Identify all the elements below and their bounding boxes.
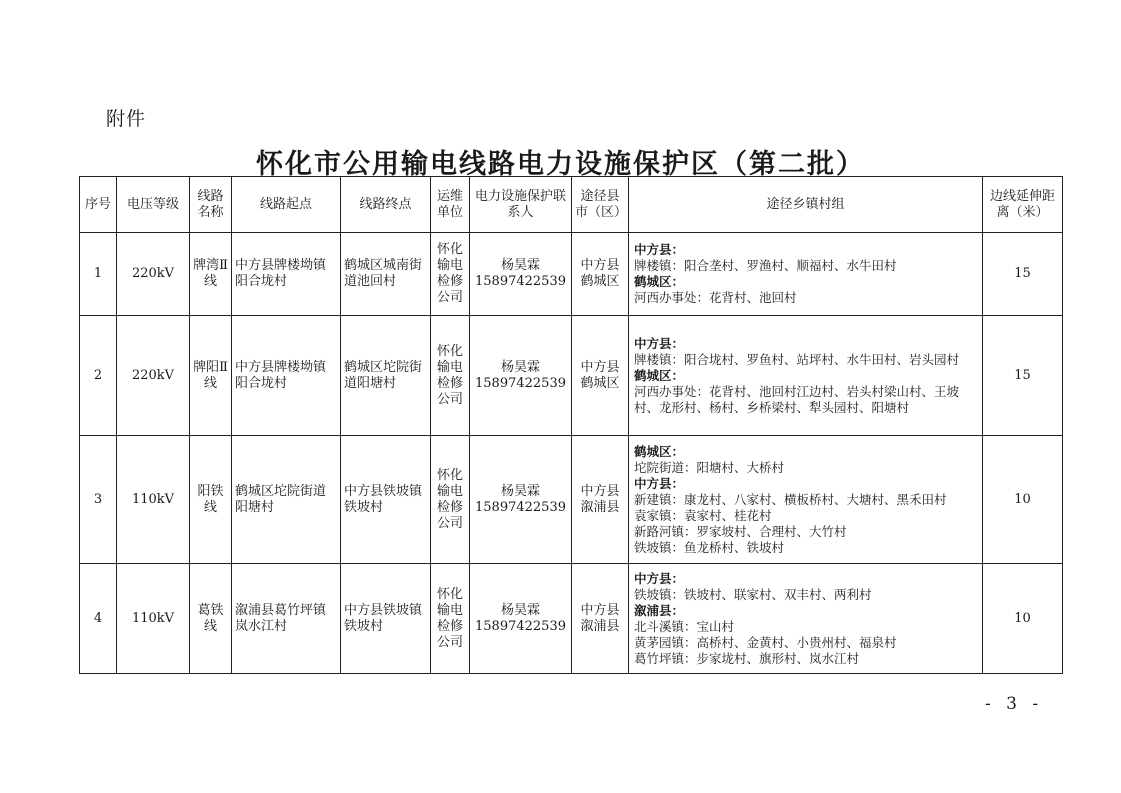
cell-distance: 10 bbox=[983, 436, 1063, 564]
cell-villages bbox=[629, 233, 983, 316]
header-villages: 途径乡镇村组 bbox=[629, 177, 983, 233]
header-start: 线路起点 bbox=[232, 177, 341, 233]
village-line: 坨院街道：阳塘村、大桥村 bbox=[634, 459, 785, 475]
contact-phone: 15897422539 bbox=[475, 274, 566, 289]
cell-voltage: 110kV bbox=[117, 564, 190, 674]
cell-seq: 4 bbox=[80, 564, 117, 674]
contact-name: 杨昊霖 bbox=[500, 258, 540, 273]
county-heading: 中方县： bbox=[634, 242, 685, 257]
protection-zone-table bbox=[79, 176, 1063, 674]
table-row bbox=[80, 233, 1063, 316]
header-county: 途径县市（区） bbox=[572, 177, 629, 233]
county-heading: 中方县： bbox=[634, 570, 685, 586]
header-line-name: 线路名称 bbox=[190, 177, 232, 233]
village-line: 北斗溪镇：宝山村 bbox=[634, 618, 735, 634]
cell-county: 中方县溆浦县 bbox=[572, 436, 629, 564]
header-end: 线路终点 bbox=[341, 177, 431, 233]
village-line: 河西办事处：花背村、池回村江边村、岩头村梁山村、王坡村、龙形村、杨村、乡桥梁村、犁头园村、阳塘村 bbox=[634, 383, 960, 415]
contact-phone: 15897422539 bbox=[475, 499, 566, 515]
cell-line-name: 牌湾Ⅱ线 bbox=[190, 233, 232, 316]
cell-contact bbox=[470, 564, 572, 674]
table-row bbox=[80, 316, 1063, 436]
county-heading: 鹤城区： bbox=[634, 443, 685, 459]
cell-villages bbox=[629, 564, 983, 674]
cell-end: 鹤城区坨院街道阳塘村 bbox=[341, 316, 431, 436]
county-heading: 中方县： bbox=[634, 335, 685, 351]
page-number: - 3 - bbox=[985, 694, 1044, 714]
cell-distance: 10 bbox=[983, 564, 1063, 674]
cell-line-name: 牌阳Ⅱ线 bbox=[190, 316, 232, 436]
village-line: 牌楼镇：阳合垄村、罗渔村、顺福村、水牛田村 bbox=[634, 258, 897, 273]
cell-county: 中方县鹤城区 bbox=[572, 233, 629, 316]
cell-voltage: 110kV bbox=[117, 436, 190, 564]
cell-unit: 怀化输电检修公司 bbox=[431, 233, 470, 316]
header-distance: 边线延伸距离（米） bbox=[983, 177, 1063, 233]
cell-end: 中方县铁坡镇铁坡村 bbox=[341, 436, 431, 564]
cell-voltage: 220kV bbox=[117, 316, 190, 436]
villages-list bbox=[634, 571, 979, 667]
cell-villages bbox=[629, 316, 983, 436]
cell-line-name: 阳铁线 bbox=[190, 436, 232, 564]
header-voltage: 电压等级 bbox=[117, 177, 190, 233]
village-line: 铁坡镇：鱼龙桥村、铁坡村 bbox=[634, 539, 785, 555]
contact-phone: 15897422539 bbox=[475, 618, 566, 634]
cell-voltage: 220kV bbox=[117, 233, 190, 316]
village-line: 新路河镇：罗家坡村、合理村、大竹村 bbox=[634, 523, 847, 539]
village-line: 牌楼镇：阳合垅村、罗鱼村、站坪村、水牛田村、岩头园村 bbox=[634, 351, 960, 367]
cell-villages bbox=[629, 436, 983, 564]
table-row bbox=[80, 436, 1063, 564]
cell-start: 鹤城区坨院街道阳塘村 bbox=[232, 436, 341, 564]
cell-distance: 15 bbox=[983, 316, 1063, 436]
cell-unit: 怀化输电检修公司 bbox=[431, 316, 470, 436]
cell-contact bbox=[470, 233, 572, 316]
cell-seq: 2 bbox=[80, 316, 117, 436]
village-line: 铁坡镇：铁坡村、联家村、双丰村、两利村 bbox=[634, 586, 872, 602]
cell-unit: 怀化输电检修公司 bbox=[431, 436, 470, 564]
village-line: 河西办事处：花背村、池回村 bbox=[634, 290, 797, 305]
villages-list bbox=[634, 242, 979, 306]
village-line: 黄茅园镇：高桥村、金黄村、小贵州村、福泉村 bbox=[634, 634, 897, 650]
contact-phone: 15897422539 bbox=[475, 375, 566, 391]
cell-start: 溆浦县葛竹坪镇岚水江村 bbox=[232, 564, 341, 674]
cell-unit: 怀化输电检修公司 bbox=[431, 564, 470, 674]
header-unit: 运维单位 bbox=[431, 177, 470, 233]
cell-seq: 3 bbox=[80, 436, 117, 564]
header-contact: 电力设施保护联系人 bbox=[470, 177, 572, 233]
county-heading: 溆浦县： bbox=[634, 602, 685, 618]
village-line: 新建镇：康龙村、八家村、横板桥村、大塘村、黑禾田村 bbox=[634, 491, 947, 507]
village-line: 袁家镇：袁家村、桂花村 bbox=[634, 507, 772, 523]
document-title: 怀化市公用输电线路电力设施保护区（第二批） bbox=[256, 149, 865, 180]
cell-distance: 15 bbox=[983, 233, 1063, 316]
cell-contact bbox=[470, 436, 572, 564]
table-body bbox=[80, 233, 1063, 674]
attachment-label: 附件 bbox=[106, 108, 147, 130]
cell-seq: 1 bbox=[80, 233, 117, 316]
village-line: 葛竹坪镇：步家垅村、旗形村、岚水江村 bbox=[634, 650, 860, 666]
cell-county: 中方县鹤城区 bbox=[572, 316, 629, 436]
county-heading: 中方县： bbox=[634, 475, 685, 491]
contact-name: 杨昊霖 bbox=[500, 359, 540, 375]
table-row bbox=[80, 564, 1063, 674]
villages-list bbox=[634, 444, 979, 556]
cell-county: 中方县溆浦县 bbox=[572, 564, 629, 674]
cell-start: 中方县牌楼坳镇阳合垅村 bbox=[232, 233, 341, 316]
table-header-row bbox=[80, 177, 1063, 233]
contact-name: 杨昊霖 bbox=[500, 602, 540, 618]
county-heading: 鹤城区： bbox=[634, 274, 685, 289]
county-heading: 鹤城区： bbox=[634, 367, 685, 383]
contact-name: 杨昊霖 bbox=[500, 483, 540, 499]
header-seq: 序号 bbox=[80, 177, 117, 233]
cell-end: 中方县铁坡镇铁坡村 bbox=[341, 564, 431, 674]
villages-list bbox=[634, 336, 979, 416]
cell-end: 鹤城区城南街道池回村 bbox=[341, 233, 431, 316]
cell-line-name: 葛铁线 bbox=[190, 564, 232, 674]
cell-contact bbox=[470, 316, 572, 436]
cell-start: 中方县牌楼坳镇阳合垅村 bbox=[232, 316, 341, 436]
